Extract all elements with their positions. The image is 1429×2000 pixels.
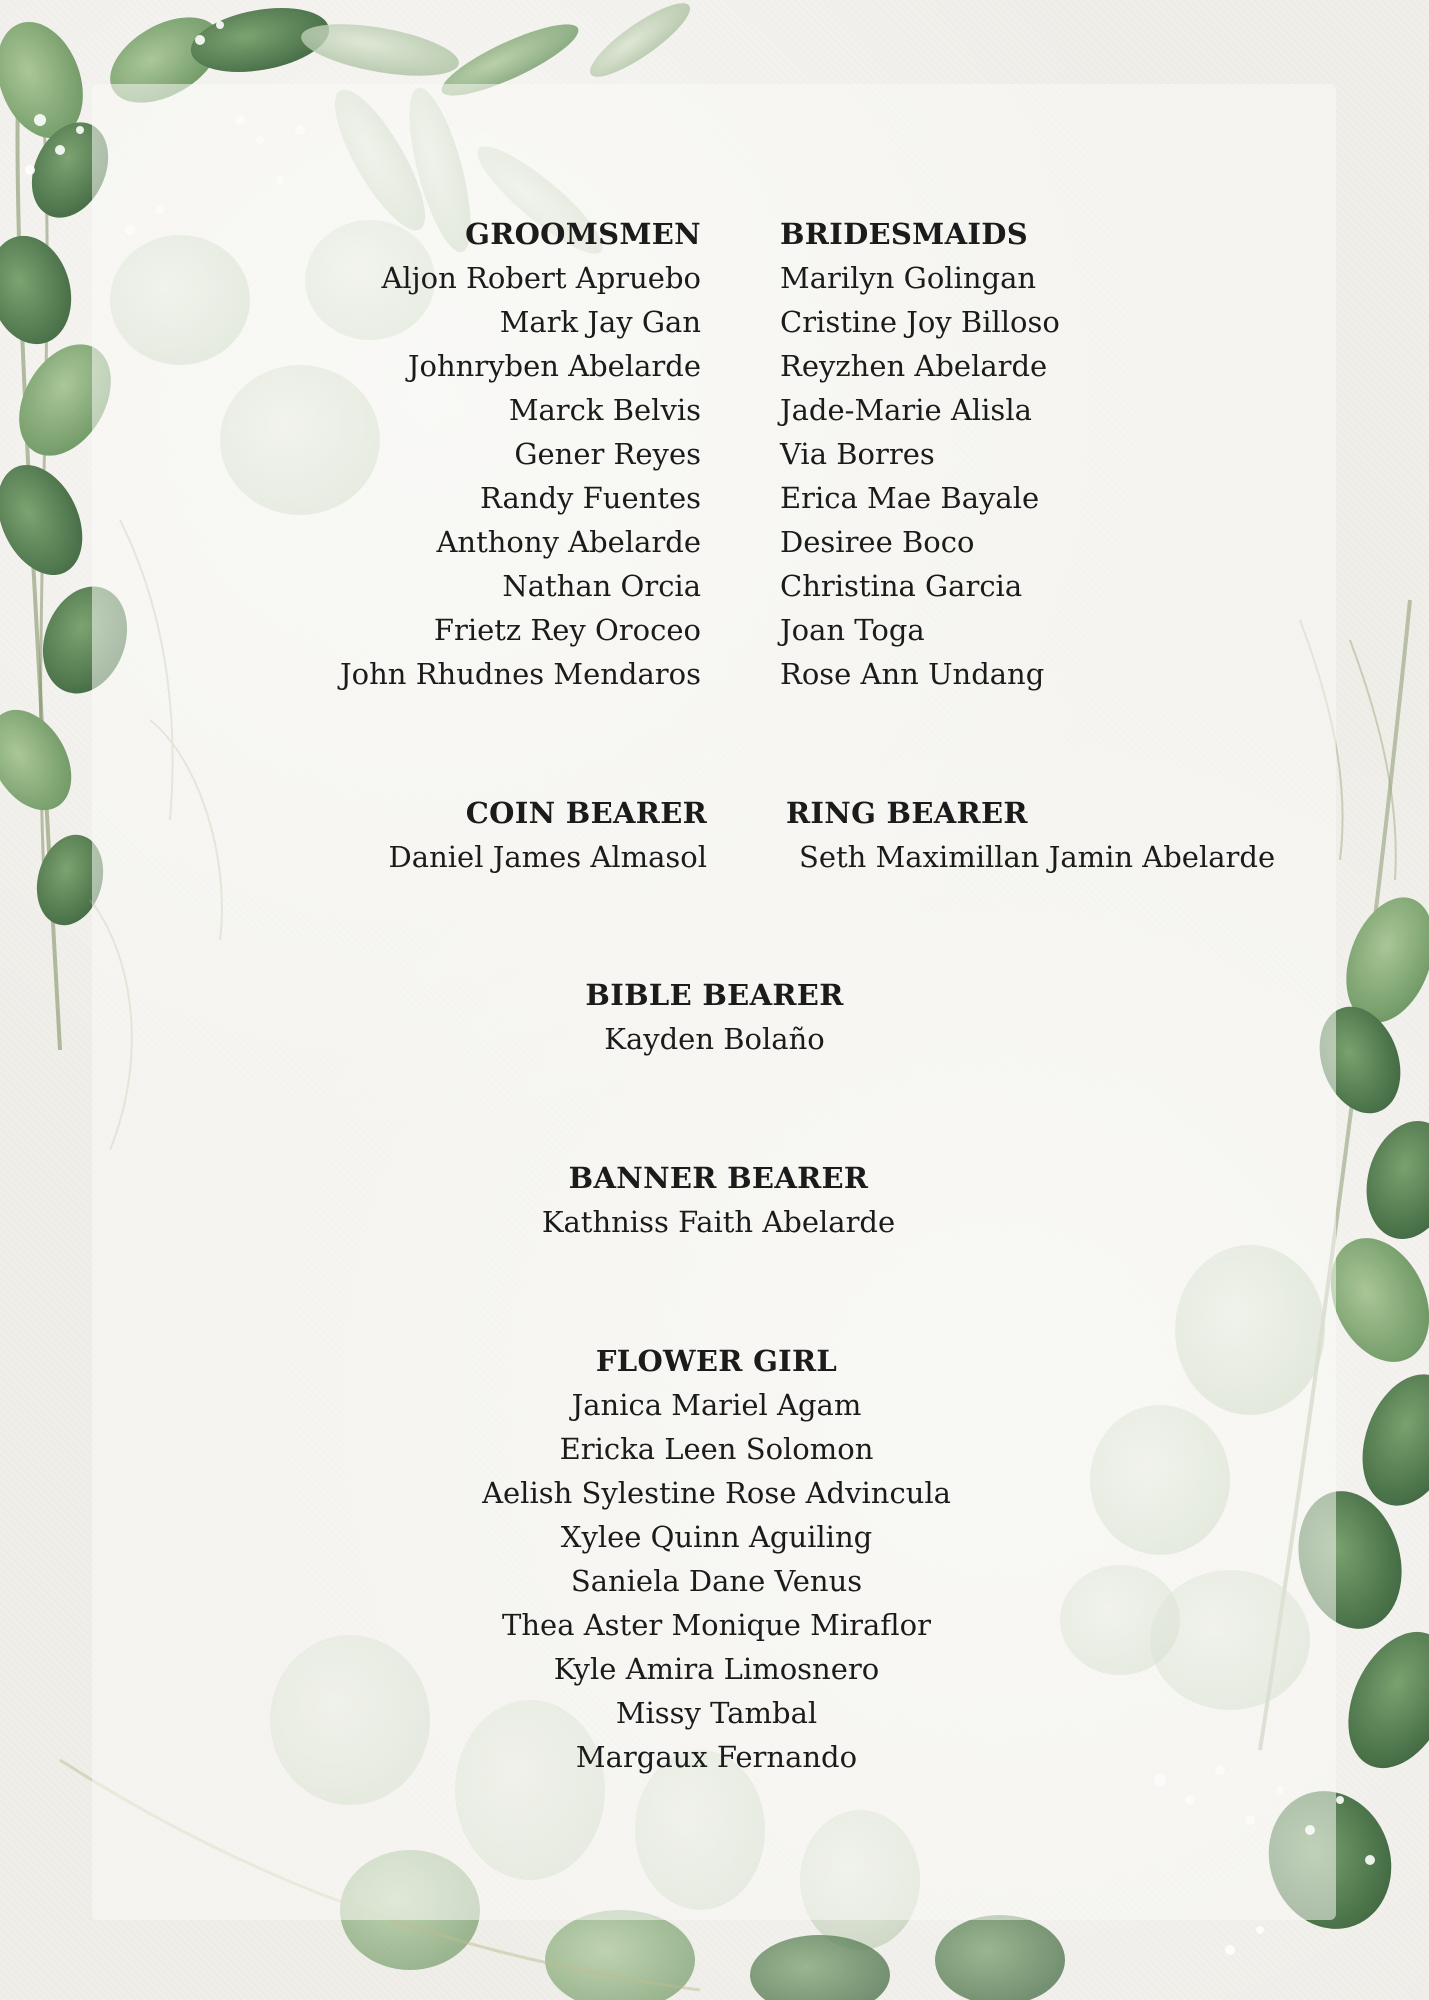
groomsman-name: Nathan Orcia bbox=[502, 569, 701, 603]
bridesmaid-name: Rose Ann Undang bbox=[780, 657, 1045, 691]
groomsmen-section bbox=[281, 212, 701, 696]
bridesmaids-section bbox=[780, 212, 1200, 696]
coin-bearer-heading: COIN BEARER bbox=[465, 796, 707, 830]
ring-bearer-heading: RING BEARER bbox=[786, 796, 1028, 830]
bible-bearer-heading: BIBLE BEARER bbox=[585, 978, 844, 1012]
groomsman-name: Aljon Robert Apruebo bbox=[381, 261, 701, 295]
bridesmaid-name: Cristine Joy Billoso bbox=[780, 305, 1060, 339]
flower-girl-name: Missy Tambal bbox=[615, 1696, 818, 1730]
ring-bearer-name: Seth Maximillan Jamin Abelarde bbox=[799, 840, 1276, 874]
flower-girl-name: Thea Aster Monique Miraflor bbox=[502, 1608, 931, 1642]
groomsman-name: Gener Reyes bbox=[514, 437, 701, 471]
groomsman-name: Frietz Rey Oroceo bbox=[433, 613, 701, 647]
groomsman-name: Randy Fuentes bbox=[480, 481, 701, 515]
groomsman-name: Marck Belvis bbox=[508, 393, 701, 427]
bridesmaid-name: Via Borres bbox=[780, 437, 935, 471]
coin-bearer-name: Daniel James Almasol bbox=[388, 840, 707, 874]
flower-girl-name: Ericka Leen Solomon bbox=[559, 1432, 874, 1466]
bridesmaids-heading: BRIDESMAIDS bbox=[780, 217, 1028, 251]
groomsman-name: Johnryben Abelarde bbox=[407, 349, 701, 383]
bridesmaid-name: Christina Garcia bbox=[780, 569, 1023, 603]
bridesmaid-name: Joan Toga bbox=[780, 613, 925, 647]
flower-girl-name: Kyle Amira Limosnero bbox=[553, 1652, 880, 1686]
bridesmaid-name: Reyzhen Abelarde bbox=[780, 349, 1048, 383]
bridesmaid-name: Desiree Boco bbox=[780, 525, 975, 559]
flower-girl-name: Xylee Quinn Aguiling bbox=[560, 1520, 873, 1554]
groomsman-name: John Rhudnes Mendaros bbox=[340, 657, 701, 691]
bridesmaid-name: Marilyn Golingan bbox=[780, 261, 1037, 295]
banner-bearer-section bbox=[4, 1156, 1429, 1244]
banner-bearer-name: Kathniss Faith Abelarde bbox=[541, 1205, 896, 1239]
flower-girl-name: Saniela Dane Venus bbox=[570, 1564, 863, 1598]
ring-bearer-section bbox=[786, 791, 1346, 879]
flower-girl-heading: FLOWER GIRL bbox=[595, 1344, 838, 1378]
flower-girl-name: Margaux Fernando bbox=[575, 1740, 858, 1774]
bridesmaid-name: Jade-Marie Alisla bbox=[780, 393, 1032, 427]
flower-girl-section bbox=[2, 1339, 1429, 1779]
flower-girl-name: Janica Mariel Agam bbox=[571, 1388, 862, 1422]
groomsman-name: Mark Jay Gan bbox=[499, 305, 701, 339]
bridesmaid-name: Erica Mae Bayale bbox=[780, 481, 1040, 515]
bible-bearer-section bbox=[0, 973, 1429, 1061]
groomsmen-heading: GROOMSMEN bbox=[465, 217, 701, 251]
bible-bearer-name: Kayden Bolaño bbox=[604, 1022, 825, 1056]
coin-bearer-section bbox=[247, 791, 707, 879]
flower-girl-name: Aelish Sylestine Rose Advincula bbox=[482, 1476, 951, 1510]
groomsman-name: Anthony Abelarde bbox=[436, 525, 701, 559]
banner-bearer-heading: BANNER BEARER bbox=[568, 1161, 869, 1195]
